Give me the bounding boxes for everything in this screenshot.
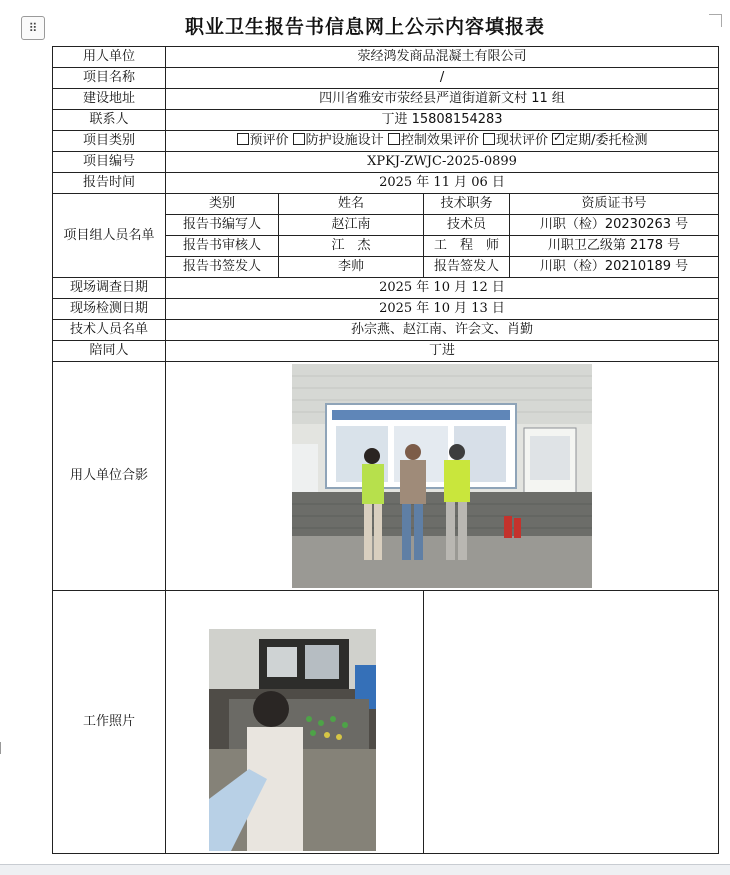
project-no-label: 项目编号 <box>53 152 166 173</box>
checkbox-icon[interactable] <box>293 133 305 145</box>
test-date-label: 现场检测日期 <box>53 299 166 320</box>
team-header-title: 技术职务 <box>424 194 510 215</box>
contact-row <box>53 110 719 131</box>
employer-row <box>53 47 719 68</box>
checkbox-icon[interactable] <box>388 133 400 145</box>
project-type-options <box>166 131 719 152</box>
tech-staff-value: 孙宗燕、赵江南、许会文、肖勤 <box>166 320 719 341</box>
left-edge-marker <box>0 742 1 754</box>
project-name-label: 项目名称 <box>53 68 166 89</box>
employer-label: 用人单位 <box>53 47 166 68</box>
companion-label: 陪同人 <box>53 341 166 362</box>
team-title: 技术员 <box>424 215 510 236</box>
survey-date-value: 2025 年 10 月 12 日 <box>166 278 719 299</box>
tech-staff-row <box>53 320 719 341</box>
team-role: 报告书编写人 <box>166 215 279 236</box>
test-date-row <box>53 299 719 320</box>
address-label: 建设地址 <box>53 89 166 110</box>
project-name-value: / <box>166 68 719 89</box>
team-title: 工 程 师 <box>424 236 510 257</box>
project-name-row <box>53 68 719 89</box>
team-title: 报告签发人 <box>424 257 510 278</box>
address-row <box>53 89 719 110</box>
team-role: 报告书签发人 <box>166 257 279 278</box>
employer-value: 荥经鸿发商品混凝土有限公司 <box>166 47 719 68</box>
contact-value: 丁进 15808154283 <box>166 110 719 131</box>
project-no-value: XPKJ-ZWJC-2025-0899 <box>166 152 719 173</box>
info-form-table <box>52 46 719 854</box>
checkbox-checked-icon[interactable] <box>552 133 564 145</box>
option-control-evaluation[interactable]: 控制效果评价 <box>388 133 479 148</box>
project-type-label: 项目类别 <box>53 131 166 152</box>
team-cert: 川职卫乙级第 2178 号 <box>510 236 719 257</box>
survey-date-label: 现场调查日期 <box>53 278 166 299</box>
drag-handle-icon[interactable]: ⠿ <box>21 16 45 40</box>
team-header-name: 姓名 <box>279 194 424 215</box>
group-photo-label: 用人单位合影 <box>53 362 166 591</box>
option-periodic-testing[interactable]: ✓ 定期/委托检测 <box>552 133 647 148</box>
work-photo[interactable] <box>209 629 376 851</box>
team-name: 江 杰 <box>279 236 424 257</box>
team-cert: 川职（检）20210189 号 <box>510 257 719 278</box>
option-protection-design[interactable]: 防护设施设计 <box>293 133 384 148</box>
group-photo[interactable] <box>292 364 592 588</box>
work-photo-empty-cell <box>424 591 719 854</box>
team-cert: 川职（检）20230263 号 <box>510 215 719 236</box>
project-no-row <box>53 152 719 173</box>
contact-label: 联系人 <box>53 110 166 131</box>
team-label: 项目组人员名单 <box>53 194 166 278</box>
group-photo-cell <box>166 362 719 591</box>
test-date-value: 2025 年 10 月 13 日 <box>166 299 719 320</box>
report-time-label: 报告时间 <box>53 173 166 194</box>
work-photo-cell <box>166 591 424 854</box>
companion-row <box>53 341 719 362</box>
team-name: 李帅 <box>279 257 424 278</box>
checkbox-icon[interactable] <box>483 133 495 145</box>
work-photo-label: 工作照片 <box>53 591 166 854</box>
group-photo-row <box>53 362 719 591</box>
page-title: 职业卫生报告书信息网上公示内容填报表 <box>184 16 545 38</box>
project-type-row <box>53 131 719 152</box>
status-bar <box>0 864 730 875</box>
survey-date-row <box>53 278 719 299</box>
team-header-cert: 资质证书号 <box>510 194 719 215</box>
team-header-row <box>53 194 719 215</box>
address-value: 四川省雅安市荥经县严道街道新文村 11 组 <box>166 89 719 110</box>
work-photo-row <box>53 591 719 854</box>
checkbox-icon[interactable] <box>237 133 249 145</box>
option-pre-evaluation[interactable]: 预评价 <box>237 133 289 148</box>
option-status-evaluation[interactable]: 现状评价 <box>483 133 548 148</box>
companion-value: 丁进 <box>166 341 719 362</box>
tech-staff-label: 技术人员名单 <box>53 320 166 341</box>
team-name: 赵江南 <box>279 215 424 236</box>
team-header-role: 类别 <box>166 194 279 215</box>
team-role: 报告书审核人 <box>166 236 279 257</box>
report-time-row <box>53 173 719 194</box>
report-time-value: 2025 年 11 月 06 日 <box>166 173 719 194</box>
